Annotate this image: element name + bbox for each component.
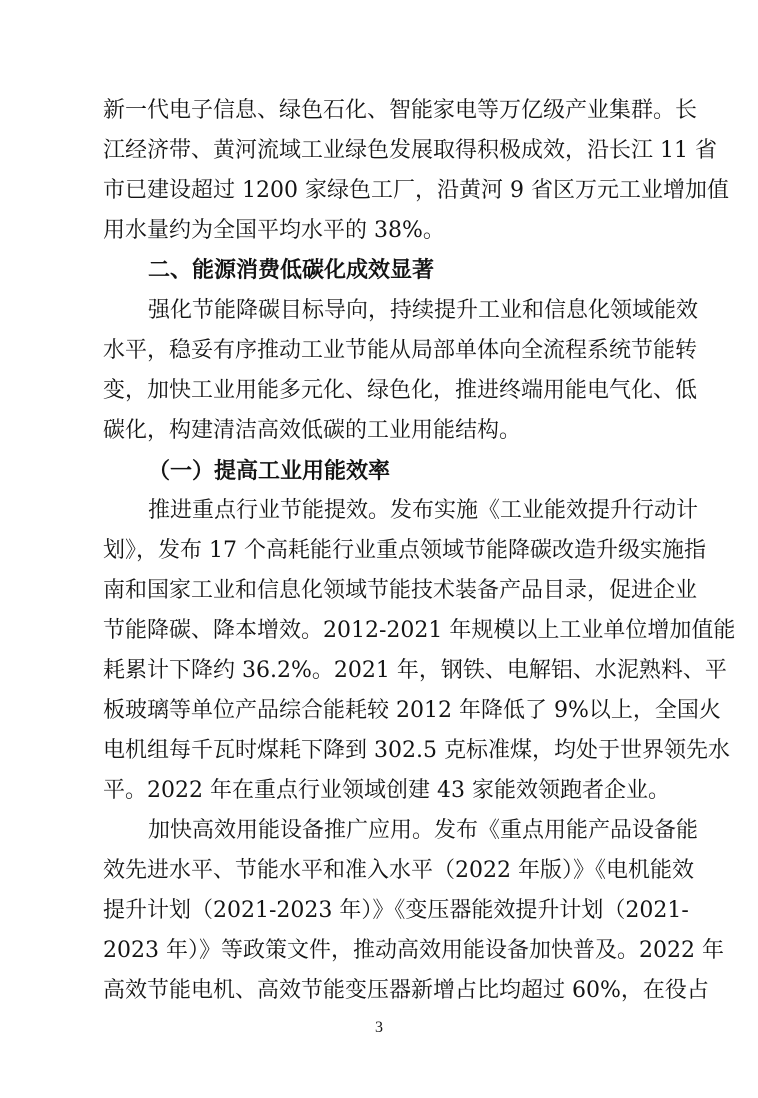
- text-line: 强化节能降碳目标导向，持续提升工业和信息化领域能效: [148, 298, 699, 323]
- text-line: 划》，发布 17 个高耗能行业重点领域节能降碳改造升级实施指: [103, 538, 706, 563]
- subsection-heading: （一）提高工业用能效率: [148, 458, 391, 484]
- text-line: 高效节能电机、高效节能变压器新增占比均超过 60%，在役占: [103, 978, 709, 1003]
- text-line: 市已建设超过 1200 家绿色工厂，沿黄河 9 省区万元工业增加值: [103, 178, 729, 203]
- text-line: 节能降碳、降本增效。2012-2021 年规模以上工业单位增加值能: [103, 618, 736, 643]
- text-line: 加快高效用能设备推广应用。发布《重点用能产品设备能: [148, 818, 699, 843]
- text-line: 新一代电子信息、绿色石化、智能家电等万亿级产业集群。长: [103, 98, 698, 123]
- text-line: 平。2022 年在重点行业领域创建 43 家能效领跑者企业。: [103, 778, 670, 803]
- page-number: 3: [375, 1019, 383, 1036]
- text-line: 江经济带、黄河流域工业绿色发展取得积极成效，沿长江 11 省: [103, 138, 717, 163]
- text-line: 南和国家工业和信息化领域节能技术装备产品目录，促进企业: [103, 578, 698, 603]
- text-line: 水平，稳妥有序推动工业节能从局部单体向全流程系统节能转: [103, 338, 698, 363]
- text-line: 耗累计下降约 36.2%。2021 年，钢铁、电解铝、水泥熟料、平: [103, 658, 727, 683]
- text-line: 效先进水平、节能水平和准入水平（2022 年版）》《电机能效: [103, 858, 694, 883]
- text-line: 碳化，构建清洁高效低碳的工业用能结构。: [103, 418, 522, 443]
- text-line: 电机组每千瓦时煤耗下降到 302.5 克标准煤，均处于世界领先水: [103, 738, 730, 763]
- section-heading: 二、能源消费低碳化成效显著: [148, 258, 435, 283]
- text-line: 提升计划（2021-2023 年）》《变压器能效提升计划（2021-: [103, 898, 689, 923]
- text-line: 用水量约为全国平均水平的 38%。: [103, 218, 445, 243]
- text-line: 板玻璃等单位产品综合能耗较 2012 年降低了 9%以上，全国火: [103, 698, 721, 723]
- text-line: 变，加快工业用能多元化、绿色化，推进终端用能电气化、低: [103, 378, 698, 403]
- text-line: 推进重点行业节能提效。发布实施《工业能效提升行动计: [148, 498, 699, 523]
- text-line: 2023 年）》等政策文件，推动高效用能设备加快普及。2022 年: [103, 938, 724, 963]
